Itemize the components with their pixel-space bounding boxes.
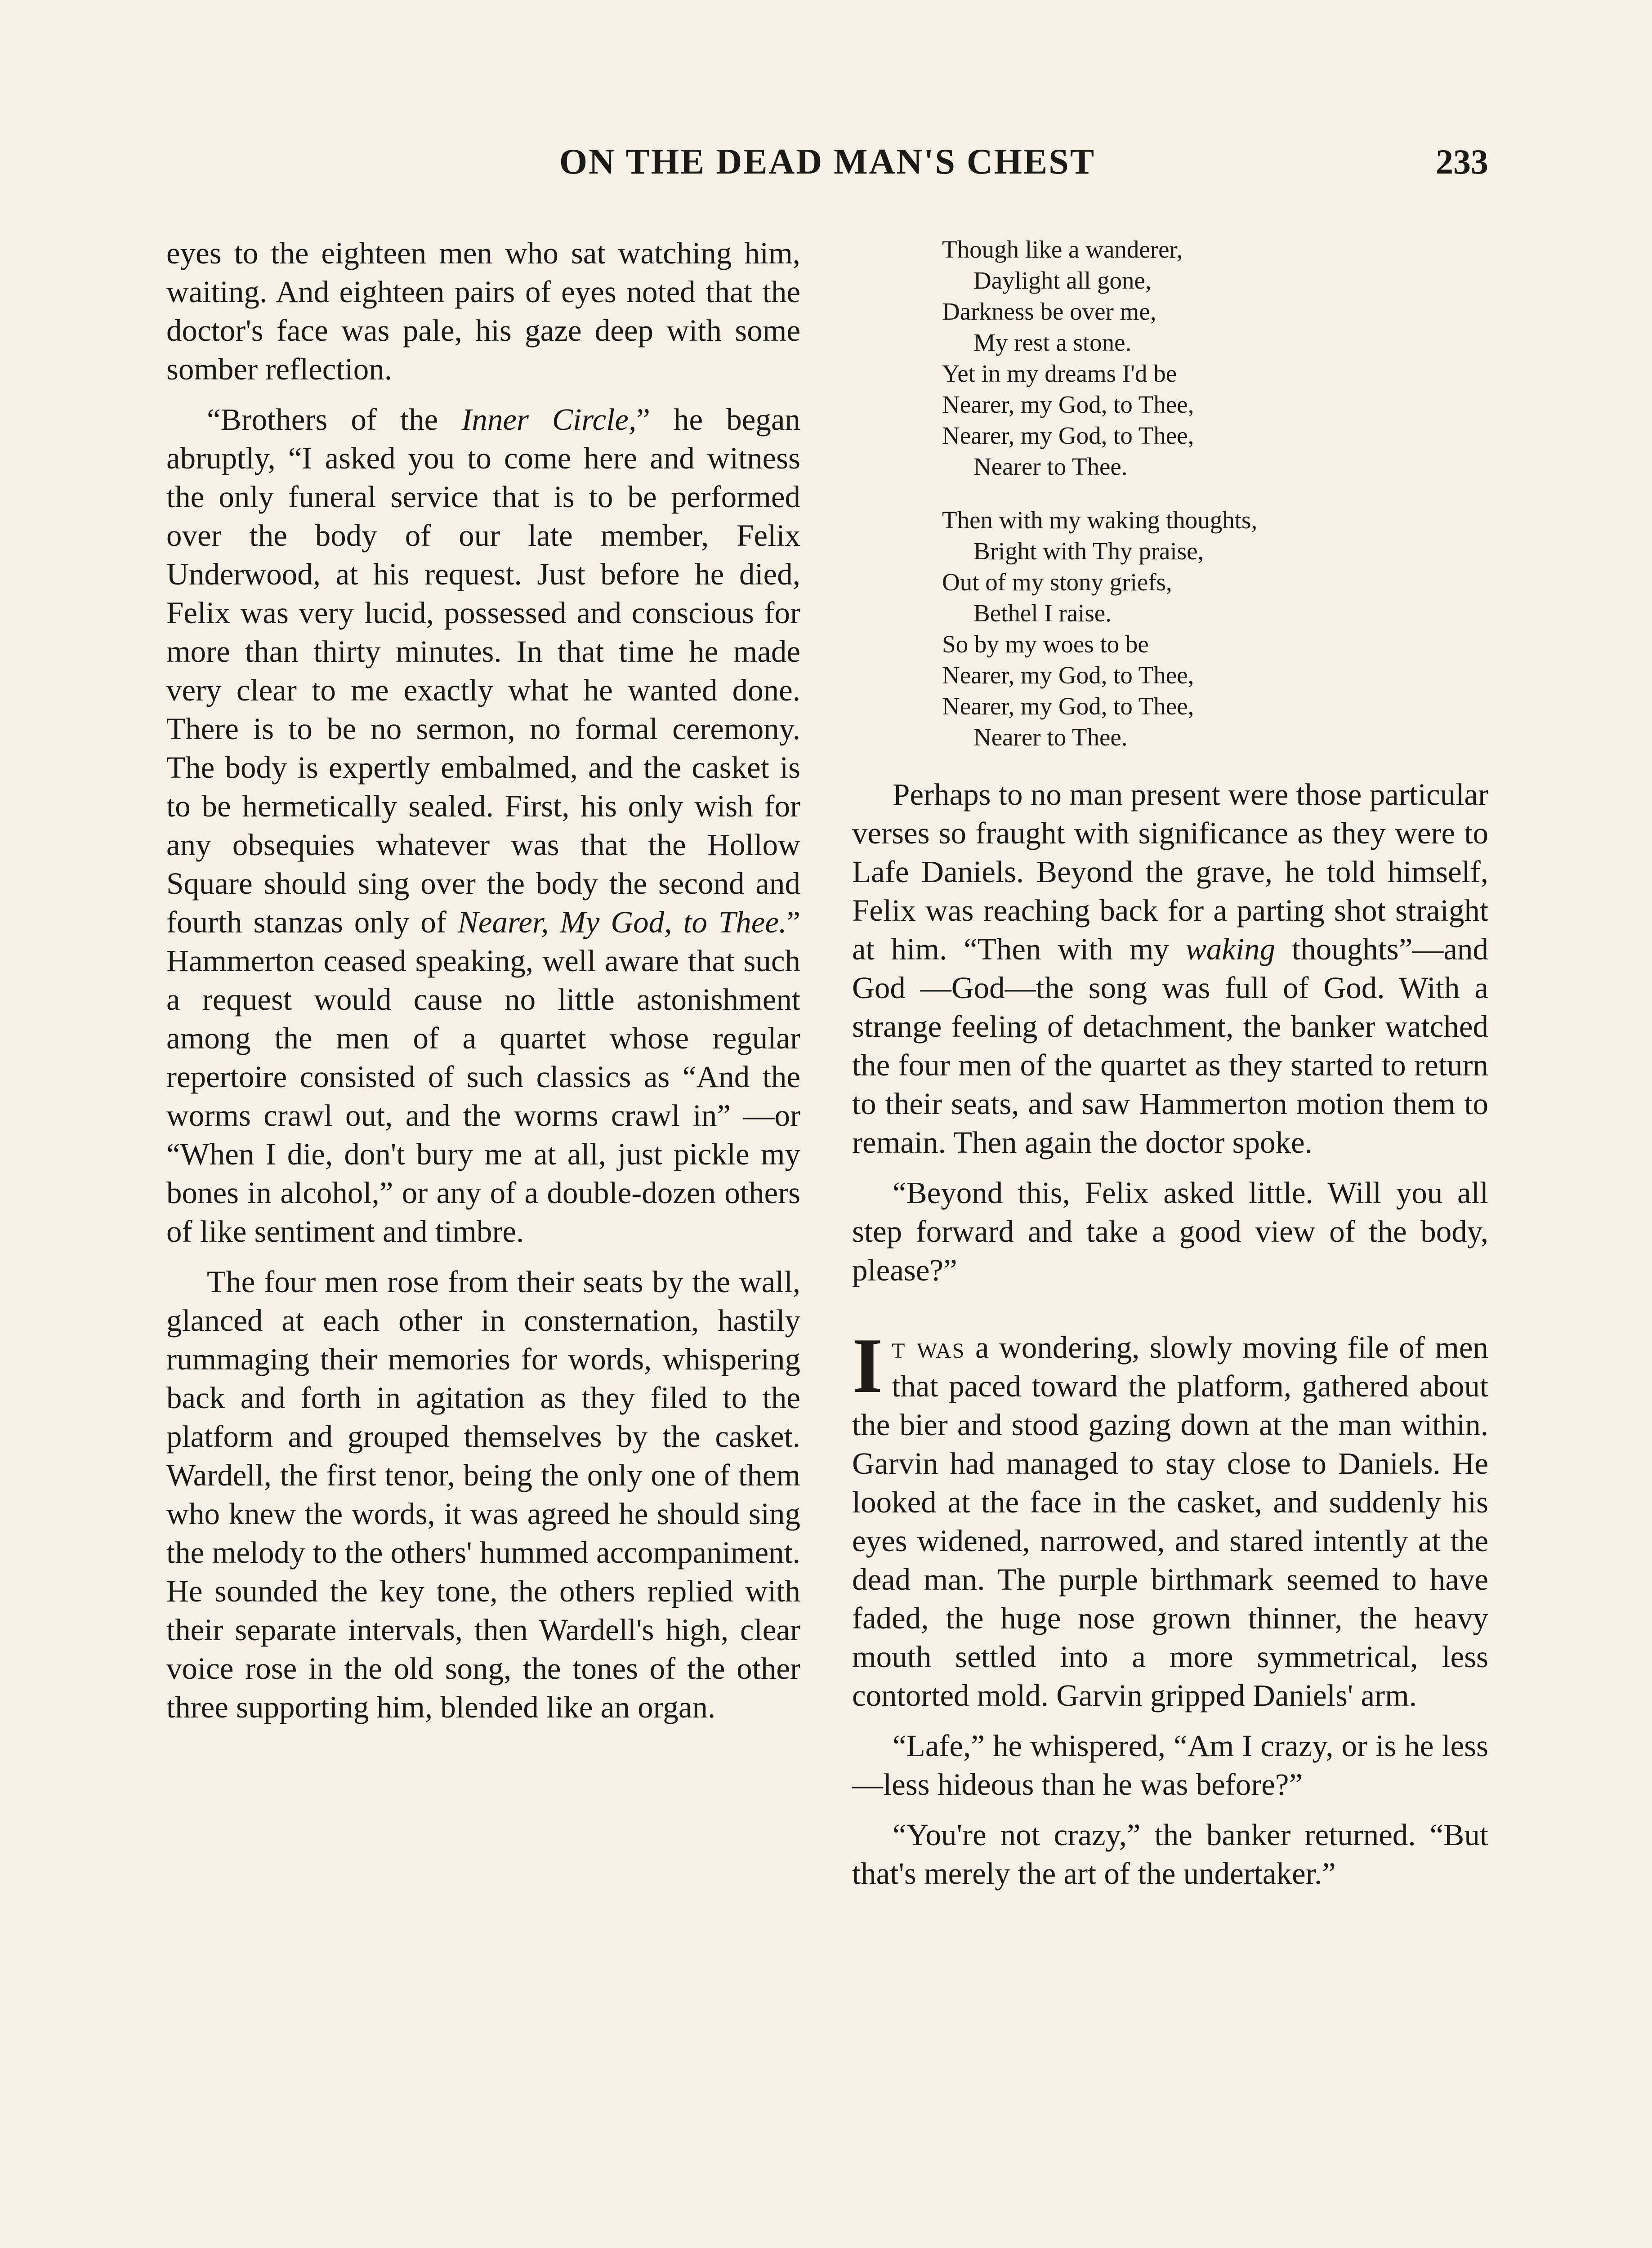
text-run: a wondering, slowly moving file of men that paced toward the platform, gathered about the bier and stood gazing down at the man within. Garvin had managed to stay close to Daniels. He looked at the face in the casket, and suddenly his eyes widened, narrowed, and stared intently at the dead man. The purple birthmark seemed to have faded, the huge nose grown thinner, the heavy mouth settled into a more symmetrical, less contorted mold. Garvin gripped Daniels' arm. xyxy=(852,1330,1488,1713)
left-column xyxy=(166,234,800,1738)
verse-line: Yet in my dreams I'd be xyxy=(942,360,1177,387)
verse-line: Nearer, my God, to Thee, xyxy=(942,692,1194,720)
stanza xyxy=(942,234,1488,482)
verse-line: Out of my stony griefs, xyxy=(942,568,1172,596)
hymn-verses xyxy=(852,234,1488,753)
text-run: ” he began abruptly, “I asked you to come here and witness the only funeral service that is to be performed over the body of our late member, Felix Underwood, at his request. Just before he died, Felix was very lucid, possessed and conscious for more than thirty minutes. In that time he made very clear to me exactly what he wanted done. There is to be no sermon, no formal ceremony. The body is expertly embalmed, and the casket is to be hermetically sealed. First, his only wish for any obsequies whatever was that the Hollow Square should sing over the body the second and fourth stanzas only of xyxy=(166,402,800,939)
verse-line: Bethel I raise. xyxy=(973,599,1112,627)
verse-line: Nearer, my God, to Thee, xyxy=(942,391,1194,418)
paragraph xyxy=(852,775,1488,1162)
verse-line: Though like a wanderer, xyxy=(942,236,1183,263)
paragraph: “Beyond this, Felix asked little. Will you all step forward and take a good view of the body, please?” xyxy=(852,1176,1488,1287)
verse-line: So by my woes to be xyxy=(942,630,1149,658)
verse-line: Darkness be over me, xyxy=(942,298,1156,325)
section-break xyxy=(852,1301,1488,1328)
paragraph: “You're not crazy,” the banker returned. “But that's merely the art of the undertaker.” xyxy=(852,1818,1488,1891)
page-header xyxy=(166,142,1488,191)
text-run: “Brothers of the xyxy=(207,402,462,437)
text-run: thoughts”—and God —God—the song was full of God. With a strange feeling of detachment, the banker watched the four men of the quartet as they started to return to their seats, and saw Hammerton motion them to remain. Then again the doctor spoke. xyxy=(852,932,1488,1160)
verse-line: My rest a stone. xyxy=(973,329,1132,356)
verse-line: Nearer to Thee. xyxy=(973,723,1128,751)
text-run: Perhaps to no man present were those particular verses so fraught with significance as they were to Lafe Daniels. Beyond the grave, he told himself, Felix was reaching back for a parting shot straight at him. “Then with my xyxy=(852,777,1488,966)
verse-line: Daylight all gone, xyxy=(973,267,1152,294)
right-column xyxy=(852,234,1488,1905)
verse-line: Nearer to Thee. xyxy=(973,453,1128,480)
verse-line: Nearer, my God, to Thee, xyxy=(942,422,1194,449)
italic-text: Inner Circle, xyxy=(461,402,637,437)
stanza xyxy=(942,504,1488,753)
text-run: ” Hammerton ceased speaking, well aware that such a request would cause no little astonishment among the men of a quartet whose regular repertoire consisted of such classics as “And the worms crawl out, and the worms crawl in” —or “When I die, don't bury me at all, just pickle my bones in alcohol,” or any of a double-dozen others of like sentiment and timbre. xyxy=(166,905,801,1249)
paragraph xyxy=(852,1322,1488,1715)
drop-cap: I xyxy=(852,1322,883,1409)
small-caps-text: t was xyxy=(892,1330,965,1365)
paragraph: eyes to the eighteen men who sat watching him, waiting. And eighteen pairs of eyes noted that the doctor's face was pale, his gaze deep with some somber reflection. xyxy=(166,236,800,386)
italic-text: waking xyxy=(1185,932,1276,966)
italic-text: Nearer, My God, to Thee. xyxy=(457,905,787,939)
verse-line: Nearer, my God, to Thee, xyxy=(942,661,1194,689)
paragraph: “Lafe,” he whispered, “Am I crazy, or is he less—less hideous than he was before?” xyxy=(852,1729,1488,1802)
verse-line: Bright with Thy praise, xyxy=(973,537,1204,565)
paragraph: The four men rose from their seats by the wall, glanced at each other in consternation, hastily rummaging their memories for words, whispering back and forth in agitation as they filed to the platform and grouped themselves by the casket. Wardell, the first tenor, being the only one of them who knew the words, it was agreed he should sing the melody to the others' hummed accompaniment. He sounded the key tone, the others replied with their separate intervals, then Wardell's high, clear voice rose in the old song, the tones of the other three supporting him, blended like an organ. xyxy=(166,1265,800,1724)
paragraph xyxy=(166,400,800,1251)
running-title: ON THE DEAD MAN'S CHEST xyxy=(559,142,1096,182)
verse-line: Then with my waking thoughts, xyxy=(942,506,1258,534)
page-number: 233 xyxy=(1436,142,1488,181)
